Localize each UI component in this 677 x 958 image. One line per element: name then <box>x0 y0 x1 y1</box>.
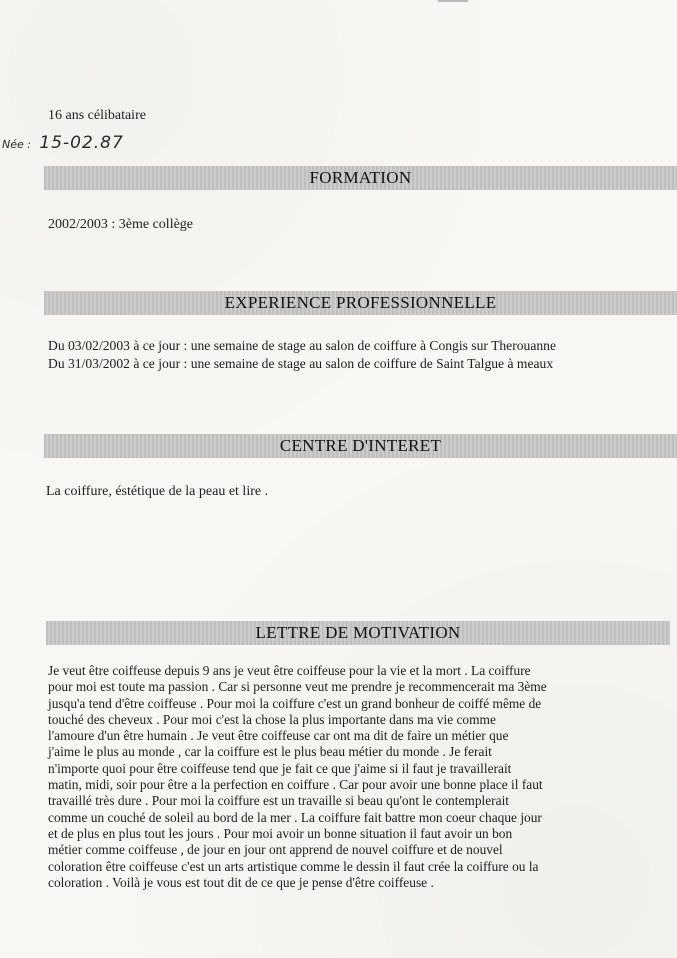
scan-mark <box>438 0 468 2</box>
motivation-line: n'importe quoi pour être coiffeuse tend que je fait ce que j'aime si il faut je travaillerait <box>48 760 512 776</box>
motivation-line: coloration être coiffeuse c'est un arts artistique comme le dessin il faut crée la coiffure ou la <box>48 858 539 874</box>
motivation-line: jusqu'a tend d'être coiffeuse . Pour moi la coiffure c'est un grand bonheur de coiffé même de <box>48 695 542 711</box>
experience-line-1: Du 03/02/2003 à ce jour : une semaine de stage au salon de coiffure à Congis sur Therouanne <box>48 338 556 353</box>
motivation-line: travaillé très dure . Pour moi la coiffure est un travaille si beau qu'ont le contemplerait <box>48 793 510 809</box>
motivation-line: j'aime le plus au monde , car la coiffure est le plus beau métier du monde . Je ferait <box>48 744 492 760</box>
motivation-line: métier comme coiffeuse , de jour en jour ont apprend de nouvel coiffure et de nouvel <box>48 842 503 858</box>
section-heading-motivation: LETTRE DE MOTIVATION <box>46 621 670 645</box>
motivation-line: l'amoure d'un être humain . Je veut être coiffeuse car ont ma dit de faire un métier que <box>48 728 509 744</box>
age-status-text: 16 ans célibataire <box>48 108 146 123</box>
section-heading-experience: EXPERIENCE PROFESSIONNELLE <box>44 291 677 315</box>
motivation-line: touché des cheveux . Pour moi c'est la chose la plus importante dans ma vie comme <box>48 711 496 727</box>
section-heading-interests: CENTRE D'INTERET <box>44 434 677 458</box>
birthdate-prefix: Née : <box>2 138 31 151</box>
birthdate-value: 15-02.87 <box>39 133 124 153</box>
section-heading-formation: FORMATION <box>44 166 677 190</box>
motivation-line: matin, midi, soir pour être a la perfection en coiffure . Car pour avoir une bonne place il faut <box>48 777 543 793</box>
formation-line: 2002/2003 : 3ème collège <box>48 217 194 232</box>
handwritten-birthdate <box>2 133 124 153</box>
motivation-line: et de plus en plus tout les jours . Pour moi avoir un bonne situation il faut avoir un bon <box>48 825 513 841</box>
motivation-line: Je veut être coiffeuse depuis 9 ans je veut être coiffeuse pour la vie et la mort . La coiffure <box>48 663 531 678</box>
motivation-letter <box>48 663 668 891</box>
interests-line: La coiffure, éstétique de la peau et lire . <box>46 484 269 499</box>
motivation-line: comme un couché de soleil au bord de la mer . La coiffure fait battre mon coeur chaque jour <box>48 809 542 825</box>
experience-line-2: Du 31/03/2002 à ce jour : une semaine de stage au salon de coiffure de Saint Talgue à meaux <box>48 356 554 371</box>
motivation-line: coloration . Voilà je vous est tout dit de ce que je pense d'être coiffeuse . <box>48 874 434 890</box>
motivation-line: pour moi est toute ma passion . Car si personne veut me prendre je recommencerait ma 3ème <box>48 679 547 695</box>
